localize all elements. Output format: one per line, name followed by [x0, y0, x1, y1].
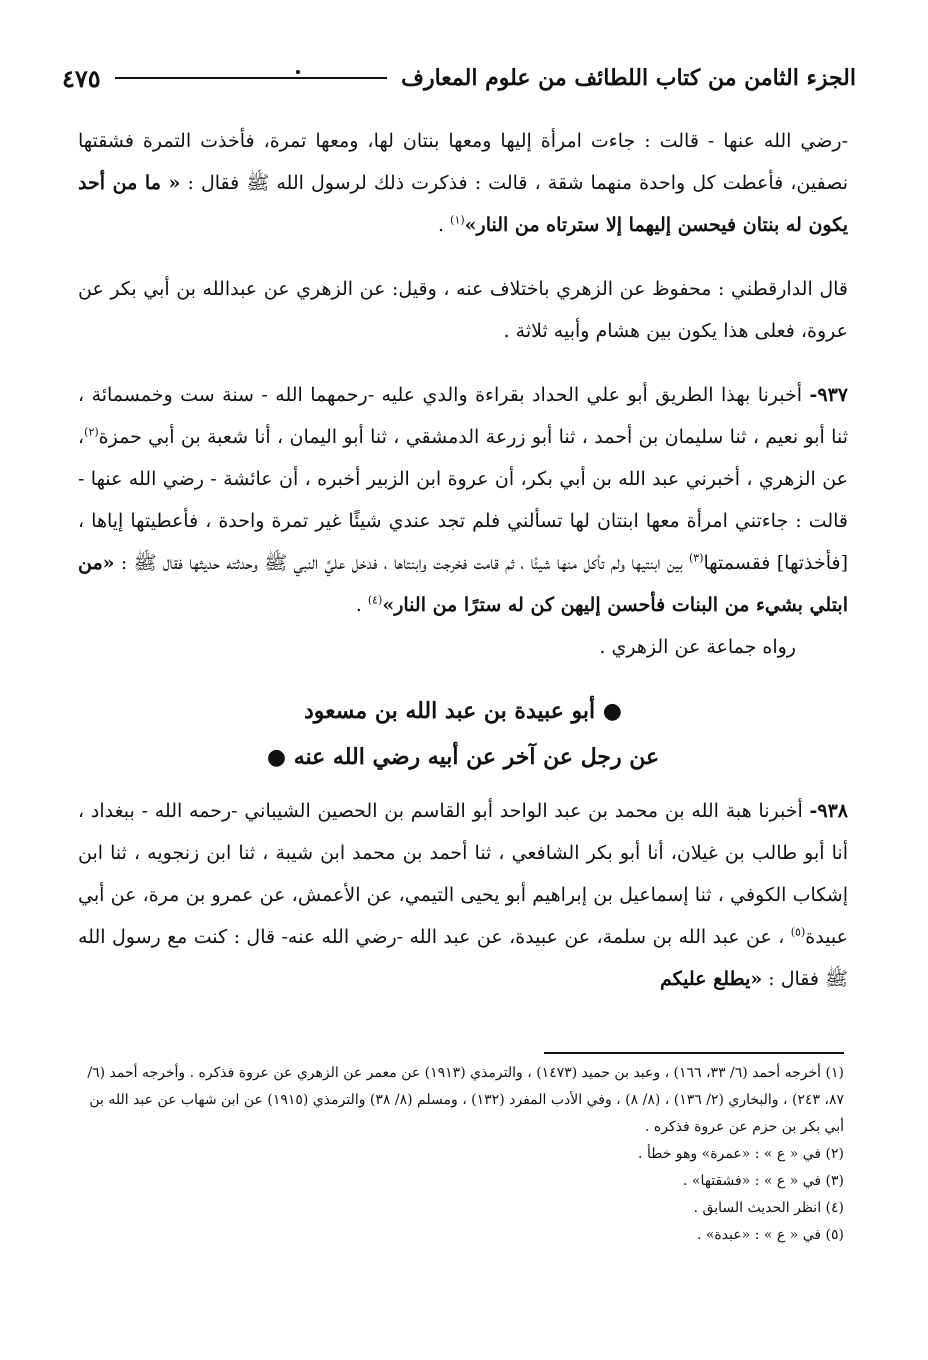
footnote-4: (٤) انظر الحديث السابق .: [693, 1200, 844, 1216]
section-heading: [78, 688, 848, 780]
sentence-end: .: [355, 594, 368, 616]
hadith-quote: « ما من أحد يكون له بنتان فيحسن إليهما إلا سترتاه من النار»: [78, 172, 848, 236]
footnotes: [78, 1052, 844, 1249]
section-heading-line1: ● أبو عبيدة بن عبد الله بن مسعود: [303, 698, 623, 724]
hadith-text: بين ابنتيها ولم تأكل منها شيئًا ، ثم قامت فخرجت وابنتاها ، فدخل عليَّ النبي ﷺ وحدثته حديثها فقال ﷺ :: [114, 552, 689, 574]
footnote-rule: [544, 1052, 844, 1054]
footnote-ref: (٣): [688, 551, 704, 565]
footnote-5: (٥) في « ع » : «عبدة» .: [696, 1227, 844, 1243]
paragraph-hadith-continuation: [78, 120, 848, 246]
paragraph-daraqutni: قال الدارقطني : محفوظ عن الزهري باختلاف عنه ، وقيل: عن الزهري عن عبدالله بن أبي بكر عن عروة، فعلى هذا يكون بين هشام وأبيه ثلاثة .: [78, 278, 848, 342]
footnote-ref: (١): [450, 213, 465, 227]
footnote-3: (٣) في « ع » : «فشقتها» .: [683, 1173, 844, 1189]
header-rule: [115, 77, 388, 79]
hadith-text: ، عن عبد الله بن سلمة، عن عبيدة، عن عبد الله -رضي الله عنه- قال : كنت مع رسول الله ﷺ فقال :: [78, 926, 848, 990]
isnad-text: أخبرنا هبة الله بن محمد بن عبد الواحد أبو القاسم بن الحصين الشيباني -رحمه الله - ببغداد ، أنا أبو طالب بن غيلان، أنا أبو بكر الشافعي ، ثنا أحمد بن محمد ابن شيبة ، ثنا ابن زنجويه ، ثنا ابن إشكاب الكوفي ، ثنا إسماعيل بن إبراهيم أبو يحيى التيمي، عن الأعمش، عن عمرو بن مرة، عن أبي عبيدة: [78, 800, 848, 948]
running-header: [62, 58, 856, 98]
hadith-quote: «من ابتلي بشيء من البنات فأحسن إليهن كن له سترًا من النار»: [78, 552, 848, 616]
footnote-1: (١) أخرجه أحمد (٦/ ٣٣، ١٦٦) ، وعبد بن حميد (١٤٧٣) ، والترمذي (١٩١٣) عن معمر عن الزهري عن عروة فذكره . وأخرجه أحمد (٦/ ٨٧، ٢٤٣) ، والبخاري (٢/ ١٣٦) ، (٨/ ٨) ، وفي الأدب المفرد (١٣٢) ، ومسلم (٨/ ٣٨) والترمذي (١٩١٥) عن ابن شهاب عن عبد الله بن أبي بكر بن حزم عن عروة فذكره .: [87, 1065, 844, 1135]
page-number: ٤٧٥: [62, 63, 101, 93]
sentence-end: .: [438, 214, 451, 236]
hadith-text: ، عن الزهري ، أخبرني عبد الله بن أبي بكر، أن عروة ابن الزبير أخبره ، أن عائشة - رضي الله عنها - قالت : جاءتني امرأة معها ابنتان لها تسألني فلم تجد عندي شيئًا غير تمرة واحدة ، فأعطيتها إياها ، [فأخذتها] فقسمتها: [78, 426, 848, 574]
running-title: الجزء الثامن من كتاب اللطائف من علوم المعارف: [401, 65, 856, 91]
section-heading-line2: عن رجل عن آخر عن أبيه رضي الله عنه ●: [266, 744, 660, 770]
main-text: [78, 120, 848, 1000]
hadith-number: ٩٣٧-: [809, 384, 848, 406]
hadith-number: ٩٣٨-: [809, 800, 848, 822]
footnote-ref: (٢): [84, 425, 99, 439]
isnad-text: أخبرنا بهذا الطريق أبو علي الحداد بقراءة والدي عليه -رحمهما الله - سنة ست وخمسمائة ، ثنا أبو نعيم ، ثنا سليمان بن أحمد ، ثنا أبو زرعة الدمشقي ، ثنا أبو اليمان ، أنا شعبة بن أبي حمزة: [78, 384, 848, 448]
narration-note: رواه جماعة عن الزهري .: [599, 636, 796, 658]
hadith-938: [78, 790, 848, 1000]
footnote-ref: (٥): [790, 925, 806, 939]
hadith-quote: «يطلع عليكم: [659, 968, 763, 990]
footnote-2: (٢) في « ع » : «عمرة» وهو خطأ .: [638, 1146, 844, 1162]
hadith-937: [78, 374, 848, 626]
footnote-ref: (٤): [367, 593, 383, 607]
paragraph-text: -رضي الله عنها - قالت : جاءت امرأة إليها ومعها بنتان لها، ومعها تمرة، فأخذت التمرة فشقتها نصفين، فأعطت كل واحدة منهما شقة ، قالت : فذكرت ذلك لرسول الله ﷺ فقال :: [78, 130, 849, 194]
